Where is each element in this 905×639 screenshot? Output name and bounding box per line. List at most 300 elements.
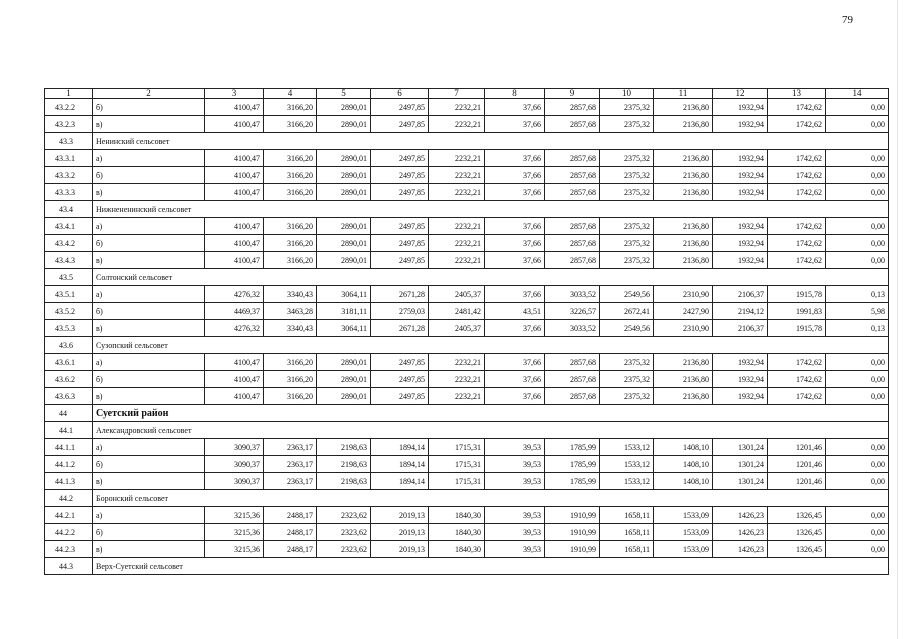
value-cell: 2890,01 [317, 354, 371, 371]
council-row [45, 558, 889, 575]
table-row [45, 371, 889, 388]
row-code: 43.3.3 [45, 184, 93, 201]
row-mark: а) [93, 286, 205, 303]
value-cell: 2375,32 [600, 252, 654, 269]
value-cell: 1742,62 [768, 354, 826, 371]
value-cell: 2363,17 [264, 439, 317, 456]
column-number: 8 [485, 89, 545, 99]
value-cell: 2375,32 [600, 388, 654, 405]
value-cell: 4469,37 [205, 303, 264, 320]
value-cell: 0,00 [826, 388, 889, 405]
value-cell: 0,00 [826, 150, 889, 167]
value-cell: 2363,17 [264, 473, 317, 490]
value-cell: 1932,94 [713, 167, 768, 184]
value-cell: 2232,21 [429, 218, 485, 235]
value-cell: 3033,52 [545, 286, 600, 303]
row-code: 43.5.2 [45, 303, 93, 320]
value-cell: 5,98 [826, 303, 889, 320]
value-cell: 3215,36 [205, 507, 264, 524]
value-cell: 2890,01 [317, 252, 371, 269]
value-cell: 2310,90 [654, 286, 713, 303]
value-cell: 1932,94 [713, 99, 768, 116]
value-cell: 2427,90 [654, 303, 713, 320]
value-cell: 37,66 [485, 371, 545, 388]
row-code: 44.1 [45, 422, 93, 439]
value-cell: 3340,43 [264, 320, 317, 337]
council-name: Боронский сельсовет [93, 490, 889, 507]
column-number: 9 [545, 89, 600, 99]
value-cell: 1910,99 [545, 507, 600, 524]
row-code: 44.2.1 [45, 507, 93, 524]
value-cell: 2857,68 [545, 167, 600, 184]
row-code: 43.6.2 [45, 371, 93, 388]
row-mark: а) [93, 439, 205, 456]
value-cell: 2375,32 [600, 235, 654, 252]
row-mark: в) [93, 252, 205, 269]
value-cell: 1326,45 [768, 524, 826, 541]
value-cell: 0,00 [826, 354, 889, 371]
value-cell: 1742,62 [768, 371, 826, 388]
table-row [45, 150, 889, 167]
value-cell: 3166,20 [264, 99, 317, 116]
page-edge-rule [897, 0, 898, 639]
value-cell: 2497,85 [371, 371, 429, 388]
value-cell: 4100,47 [205, 150, 264, 167]
row-code: 43.2.2 [45, 99, 93, 116]
value-cell: 1910,99 [545, 541, 600, 558]
value-cell: 2481,42 [429, 303, 485, 320]
council-row [45, 337, 889, 354]
value-cell: 2488,17 [264, 524, 317, 541]
value-cell: 2857,68 [545, 388, 600, 405]
value-cell: 1533,09 [654, 507, 713, 524]
value-cell: 1201,46 [768, 456, 826, 473]
value-cell: 4276,32 [205, 286, 264, 303]
value-cell: 2857,68 [545, 218, 600, 235]
value-cell: 1326,45 [768, 507, 826, 524]
value-cell: 2136,80 [654, 184, 713, 201]
value-cell: 0,13 [826, 286, 889, 303]
row-mark: в) [93, 541, 205, 558]
table-row [45, 303, 889, 320]
value-cell: 37,66 [485, 218, 545, 235]
value-cell: 2232,21 [429, 99, 485, 116]
value-cell: 0,00 [826, 371, 889, 388]
value-cell: 39,53 [485, 473, 545, 490]
value-cell: 1932,94 [713, 388, 768, 405]
table-row [45, 473, 889, 490]
value-cell: 2857,68 [545, 184, 600, 201]
value-cell: 37,66 [485, 286, 545, 303]
value-cell: 2857,68 [545, 252, 600, 269]
value-cell: 2375,32 [600, 218, 654, 235]
value-cell: 0,00 [826, 439, 889, 456]
column-number: 2 [93, 89, 205, 99]
value-cell: 43,51 [485, 303, 545, 320]
value-cell: 2232,21 [429, 252, 485, 269]
value-cell: 0,00 [826, 473, 889, 490]
value-cell: 2106,37 [713, 320, 768, 337]
value-cell: 3166,20 [264, 371, 317, 388]
row-mark: а) [93, 150, 205, 167]
value-cell: 1932,94 [713, 184, 768, 201]
value-cell: 2759,03 [371, 303, 429, 320]
value-cell: 2232,21 [429, 184, 485, 201]
value-cell: 3090,37 [205, 473, 264, 490]
row-code: 43.5.1 [45, 286, 93, 303]
value-cell: 37,66 [485, 99, 545, 116]
table-row [45, 167, 889, 184]
value-cell: 1742,62 [768, 252, 826, 269]
value-cell: 2857,68 [545, 235, 600, 252]
value-cell: 2890,01 [317, 116, 371, 133]
value-cell: 2198,63 [317, 439, 371, 456]
value-cell: 2310,90 [654, 320, 713, 337]
value-cell: 2890,01 [317, 218, 371, 235]
value-cell: 2857,68 [545, 371, 600, 388]
value-cell: 2323,62 [317, 507, 371, 524]
value-cell: 2497,85 [371, 150, 429, 167]
table-row [45, 235, 889, 252]
value-cell: 0,00 [826, 167, 889, 184]
value-cell: 37,66 [485, 320, 545, 337]
value-cell: 1201,46 [768, 473, 826, 490]
value-cell: 2106,37 [713, 286, 768, 303]
value-cell: 39,53 [485, 541, 545, 558]
value-cell: 2375,32 [600, 371, 654, 388]
value-cell: 4100,47 [205, 99, 264, 116]
value-cell: 37,66 [485, 388, 545, 405]
value-cell: 2232,21 [429, 235, 485, 252]
value-cell: 2890,01 [317, 167, 371, 184]
value-cell: 39,53 [485, 456, 545, 473]
value-cell: 3033,52 [545, 320, 600, 337]
value-cell: 2375,32 [600, 167, 654, 184]
council-name: Верх-Суетский сельсовет [93, 558, 889, 575]
value-cell: 1742,62 [768, 235, 826, 252]
value-cell: 1533,12 [600, 456, 654, 473]
value-cell: 2375,32 [600, 99, 654, 116]
value-cell: 2857,68 [545, 116, 600, 133]
value-cell: 2671,28 [371, 286, 429, 303]
value-cell: 37,66 [485, 150, 545, 167]
value-cell: 2375,32 [600, 150, 654, 167]
value-cell: 39,53 [485, 507, 545, 524]
value-cell: 2488,17 [264, 541, 317, 558]
value-cell: 37,66 [485, 235, 545, 252]
column-number: 4 [264, 89, 317, 99]
value-cell: 0,00 [826, 456, 889, 473]
value-cell: 2323,62 [317, 541, 371, 558]
row-mark: в) [93, 184, 205, 201]
value-cell: 2194,12 [713, 303, 768, 320]
value-cell: 3166,20 [264, 167, 317, 184]
value-cell: 1533,09 [654, 541, 713, 558]
table-row [45, 439, 889, 456]
table-body [45, 89, 889, 575]
table-row [45, 252, 889, 269]
row-mark: б) [93, 167, 205, 184]
value-cell: 1785,99 [545, 439, 600, 456]
value-cell: 1785,99 [545, 473, 600, 490]
value-cell: 2672,41 [600, 303, 654, 320]
value-cell: 1932,94 [713, 116, 768, 133]
value-cell: 2497,85 [371, 354, 429, 371]
value-cell: 2198,63 [317, 456, 371, 473]
value-cell: 0,00 [826, 541, 889, 558]
value-cell: 1840,30 [429, 541, 485, 558]
value-cell: 2497,85 [371, 116, 429, 133]
value-cell: 2890,01 [317, 235, 371, 252]
council-name: Сузопский сельсовет [93, 337, 889, 354]
value-cell: 1894,14 [371, 439, 429, 456]
value-cell: 2136,80 [654, 99, 713, 116]
table-row [45, 320, 889, 337]
column-number: 3 [205, 89, 264, 99]
value-cell: 2136,80 [654, 388, 713, 405]
value-cell: 2890,01 [317, 371, 371, 388]
value-cell: 1840,30 [429, 507, 485, 524]
value-cell: 39,53 [485, 524, 545, 541]
value-cell: 1658,11 [600, 524, 654, 541]
table-row [45, 456, 889, 473]
value-cell: 3166,20 [264, 218, 317, 235]
value-cell: 2136,80 [654, 371, 713, 388]
value-cell: 1785,99 [545, 456, 600, 473]
district-row [45, 405, 889, 422]
value-cell: 37,66 [485, 167, 545, 184]
value-cell: 3166,20 [264, 388, 317, 405]
column-number: 1 [45, 89, 93, 99]
column-number: 11 [654, 89, 713, 99]
value-cell: 2857,68 [545, 99, 600, 116]
row-code: 43.6.1 [45, 354, 93, 371]
value-cell: 2136,80 [654, 116, 713, 133]
row-mark: а) [93, 507, 205, 524]
value-cell: 3090,37 [205, 456, 264, 473]
row-code: 44.1.2 [45, 456, 93, 473]
value-cell: 37,66 [485, 354, 545, 371]
row-mark: в) [93, 320, 205, 337]
value-cell: 2232,21 [429, 388, 485, 405]
value-cell: 2890,01 [317, 388, 371, 405]
value-cell: 2497,85 [371, 184, 429, 201]
value-cell: 2890,01 [317, 99, 371, 116]
value-cell: 1742,62 [768, 99, 826, 116]
value-cell: 2232,21 [429, 116, 485, 133]
column-number: 12 [713, 89, 768, 99]
row-code: 44.1.3 [45, 473, 93, 490]
value-cell: 1932,94 [713, 354, 768, 371]
page-number: 79 [842, 14, 853, 26]
table-row [45, 286, 889, 303]
row-mark: б) [93, 456, 205, 473]
row-code: 43.5 [45, 269, 93, 286]
row-code: 43.6.3 [45, 388, 93, 405]
row-code: 43.6 [45, 337, 93, 354]
row-mark: в) [93, 116, 205, 133]
value-cell: 1301,24 [713, 439, 768, 456]
value-cell: 2323,62 [317, 524, 371, 541]
value-cell: 1742,62 [768, 184, 826, 201]
council-name: Солтонский сельсовет [93, 269, 889, 286]
table-row [45, 524, 889, 541]
value-cell: 1533,12 [600, 473, 654, 490]
value-cell: 1742,62 [768, 167, 826, 184]
council-row [45, 422, 889, 439]
value-cell: 4100,47 [205, 371, 264, 388]
value-cell: 3166,20 [264, 252, 317, 269]
value-cell: 39,53 [485, 439, 545, 456]
council-name: Александровский сельсовет [93, 422, 889, 439]
value-cell: 3340,43 [264, 286, 317, 303]
value-cell: 1932,94 [713, 150, 768, 167]
column-number-row [45, 89, 889, 99]
value-cell: 2497,85 [371, 218, 429, 235]
table-row [45, 116, 889, 133]
value-cell: 2549,56 [600, 320, 654, 337]
value-cell: 2232,21 [429, 150, 485, 167]
row-mark: б) [93, 235, 205, 252]
row-code: 44.3 [45, 558, 93, 575]
value-cell: 1932,94 [713, 371, 768, 388]
value-cell: 2857,68 [545, 150, 600, 167]
row-code: 44.2.3 [45, 541, 93, 558]
value-cell: 1715,31 [429, 456, 485, 473]
value-cell: 2198,63 [317, 473, 371, 490]
value-cell: 2890,01 [317, 150, 371, 167]
value-cell: 1533,09 [654, 524, 713, 541]
value-cell: 3463,28 [264, 303, 317, 320]
value-cell: 1840,30 [429, 524, 485, 541]
value-cell: 4100,47 [205, 167, 264, 184]
value-cell: 1742,62 [768, 218, 826, 235]
column-number: 13 [768, 89, 826, 99]
row-code: 44.2.2 [45, 524, 93, 541]
value-cell: 3215,36 [205, 541, 264, 558]
value-cell: 1326,45 [768, 541, 826, 558]
value-cell: 2019,13 [371, 541, 429, 558]
row-mark: б) [93, 524, 205, 541]
row-mark: а) [93, 354, 205, 371]
council-row [45, 133, 889, 150]
value-cell: 3064,11 [317, 320, 371, 337]
value-cell: 2375,32 [600, 354, 654, 371]
value-cell: 1742,62 [768, 388, 826, 405]
value-cell: 0,00 [826, 235, 889, 252]
value-cell: 3181,11 [317, 303, 371, 320]
value-cell: 3166,20 [264, 150, 317, 167]
value-cell: 2857,68 [545, 354, 600, 371]
row-code: 44 [45, 405, 93, 422]
value-cell: 2497,85 [371, 235, 429, 252]
value-cell: 3166,20 [264, 235, 317, 252]
tariff-table [44, 88, 889, 575]
value-cell: 2375,32 [600, 184, 654, 201]
council-name: Нижнененинский сельсовет [93, 201, 889, 218]
value-cell: 2136,80 [654, 354, 713, 371]
value-cell: 1742,62 [768, 150, 826, 167]
value-cell: 2671,28 [371, 320, 429, 337]
value-cell: 37,66 [485, 184, 545, 201]
value-cell: 2136,80 [654, 150, 713, 167]
value-cell: 4276,32 [205, 320, 264, 337]
value-cell: 2549,56 [600, 286, 654, 303]
value-cell: 4100,47 [205, 354, 264, 371]
row-code: 43.2.3 [45, 116, 93, 133]
council-name: Ненинский сельсовет [93, 133, 889, 150]
value-cell: 1658,11 [600, 507, 654, 524]
row-code: 43.4.3 [45, 252, 93, 269]
district-name: Суетский район [93, 405, 889, 422]
value-cell: 1915,78 [768, 320, 826, 337]
value-cell: 2375,32 [600, 116, 654, 133]
value-cell: 2232,21 [429, 167, 485, 184]
row-mark: а) [93, 218, 205, 235]
value-cell: 37,66 [485, 116, 545, 133]
row-mark: б) [93, 371, 205, 388]
value-cell: 0,00 [826, 524, 889, 541]
value-cell: 1426,23 [713, 507, 768, 524]
value-cell: 2232,21 [429, 371, 485, 388]
value-cell: 2488,17 [264, 507, 317, 524]
value-cell: 2890,01 [317, 184, 371, 201]
value-cell: 0,00 [826, 99, 889, 116]
row-code: 43.4.2 [45, 235, 93, 252]
value-cell: 1894,14 [371, 473, 429, 490]
row-code: 44.2 [45, 490, 93, 507]
value-cell: 1301,24 [713, 473, 768, 490]
table-row [45, 388, 889, 405]
value-cell: 37,66 [485, 252, 545, 269]
value-cell: 3166,20 [264, 116, 317, 133]
row-mark: в) [93, 388, 205, 405]
value-cell: 0,00 [826, 116, 889, 133]
row-code: 43.5.3 [45, 320, 93, 337]
value-cell: 2497,85 [371, 167, 429, 184]
value-cell: 2363,17 [264, 456, 317, 473]
value-cell: 1301,24 [713, 456, 768, 473]
council-row [45, 201, 889, 218]
row-code: 43.3 [45, 133, 93, 150]
value-cell: 4100,47 [205, 184, 264, 201]
value-cell: 1408,10 [654, 473, 713, 490]
row-mark: б) [93, 303, 205, 320]
value-cell: 1533,12 [600, 439, 654, 456]
row-code: 43.4 [45, 201, 93, 218]
value-cell: 2019,13 [371, 524, 429, 541]
value-cell: 1426,23 [713, 524, 768, 541]
value-cell: 4100,47 [205, 218, 264, 235]
column-number: 7 [429, 89, 485, 99]
value-cell: 2136,80 [654, 252, 713, 269]
value-cell: 3090,37 [205, 439, 264, 456]
column-number: 5 [317, 89, 371, 99]
value-cell: 2136,80 [654, 218, 713, 235]
value-cell: 1408,10 [654, 439, 713, 456]
council-row [45, 269, 889, 286]
value-cell: 1742,62 [768, 116, 826, 133]
value-cell: 1201,46 [768, 439, 826, 456]
row-code: 44.1.1 [45, 439, 93, 456]
column-number: 6 [371, 89, 429, 99]
value-cell: 2019,13 [371, 507, 429, 524]
value-cell: 0,13 [826, 320, 889, 337]
value-cell: 2405,37 [429, 286, 485, 303]
table-row [45, 184, 889, 201]
value-cell: 1715,31 [429, 439, 485, 456]
column-number: 10 [600, 89, 654, 99]
